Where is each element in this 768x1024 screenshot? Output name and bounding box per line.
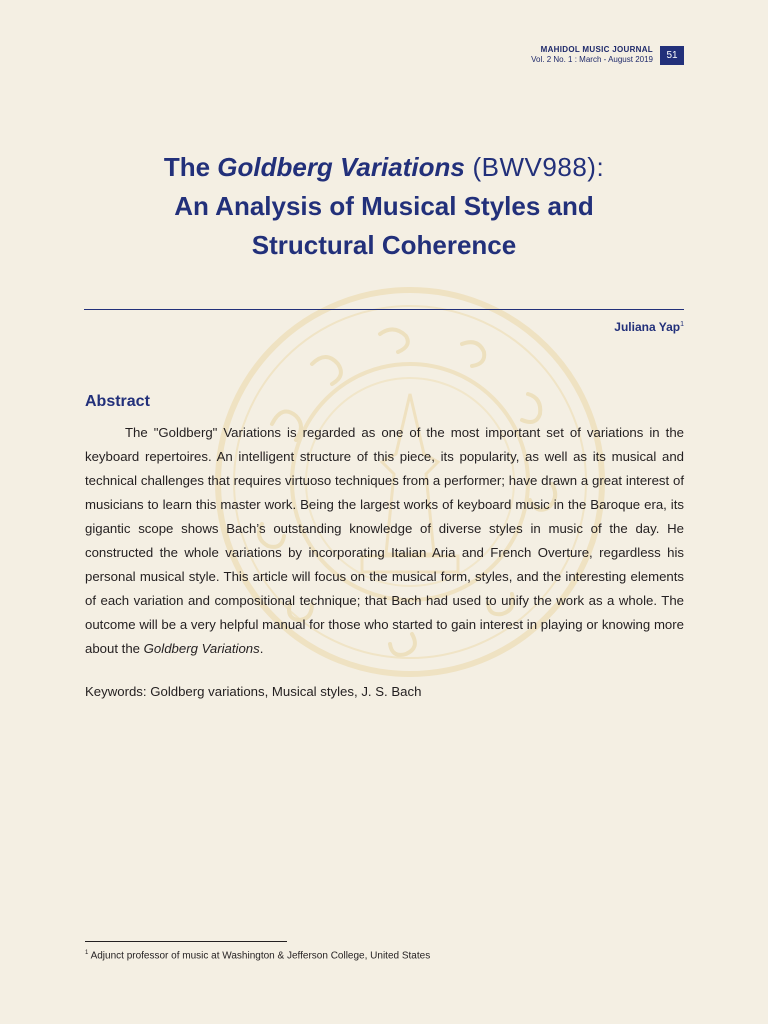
abstract-text: The "Goldberg" Variations is regarded as one of the most important set of variations in the keyboard repertoires. An intelligent structure of this piece, its popularity, as well as its musical and technical challenges that requires virtuoso techniques from a performer; have drawn a great interest of musicians to learn this master work. Being the largest works of keyboard music in the Baroque era, its gigantic scope shows Bach’s outstanding knowledge of diverse styles in music of the day. He constructed the whole variations by incorporating Italian Aria and French Overture, regardless his personal musical style. This article will focus on the musical form, styles, and the interesting elements of each variation and compositional technique; that Bach had used to unify the work as a whole. The outcome will be a very helpful manual for those who started to gain interest in playing or knowing more about the <box>85 425 684 656</box>
author-footnote-marker: 1 <box>680 321 684 328</box>
title-line-3: Structural Coherence <box>251 230 517 260</box>
author-name <box>614 320 684 334</box>
title-divider <box>84 309 684 310</box>
article-title <box>84 148 684 265</box>
abstract-heading: Abstract <box>85 393 150 410</box>
footnote-divider <box>85 941 287 942</box>
abstract-italic-title: Goldberg Variations <box>143 641 260 656</box>
journal-header <box>531 45 653 65</box>
journal-volume: Vol. 2 No. 1 : March - August 2019 <box>531 55 653 64</box>
footnote-text: Adjunct professor of music at Washington & Jefferson College, United States <box>88 950 431 962</box>
keywords-label: Keywords <box>85 684 143 699</box>
keywords <box>85 684 421 699</box>
journal-name: MAHIDOL MUSIC JOURNAL <box>540 45 653 54</box>
keywords-text: : Goldberg variations, Musical styles, J. S. Bach <box>142 684 422 699</box>
page-number-badge: 51 <box>660 46 684 65</box>
abstract-end: . <box>259 641 264 656</box>
author-name-text: Juliana Yap <box>614 320 681 334</box>
title-prefix: The <box>163 152 218 182</box>
abstract-body <box>85 421 684 661</box>
footnote-marker: 1 <box>85 950 89 956</box>
title-line-1 <box>84 148 684 187</box>
title-italic: Goldberg Variations <box>217 152 465 182</box>
footnote <box>85 950 430 961</box>
title-line-2: An Analysis of Musical Styles and <box>174 191 594 221</box>
title-bwv: (BWV988): <box>464 152 605 182</box>
